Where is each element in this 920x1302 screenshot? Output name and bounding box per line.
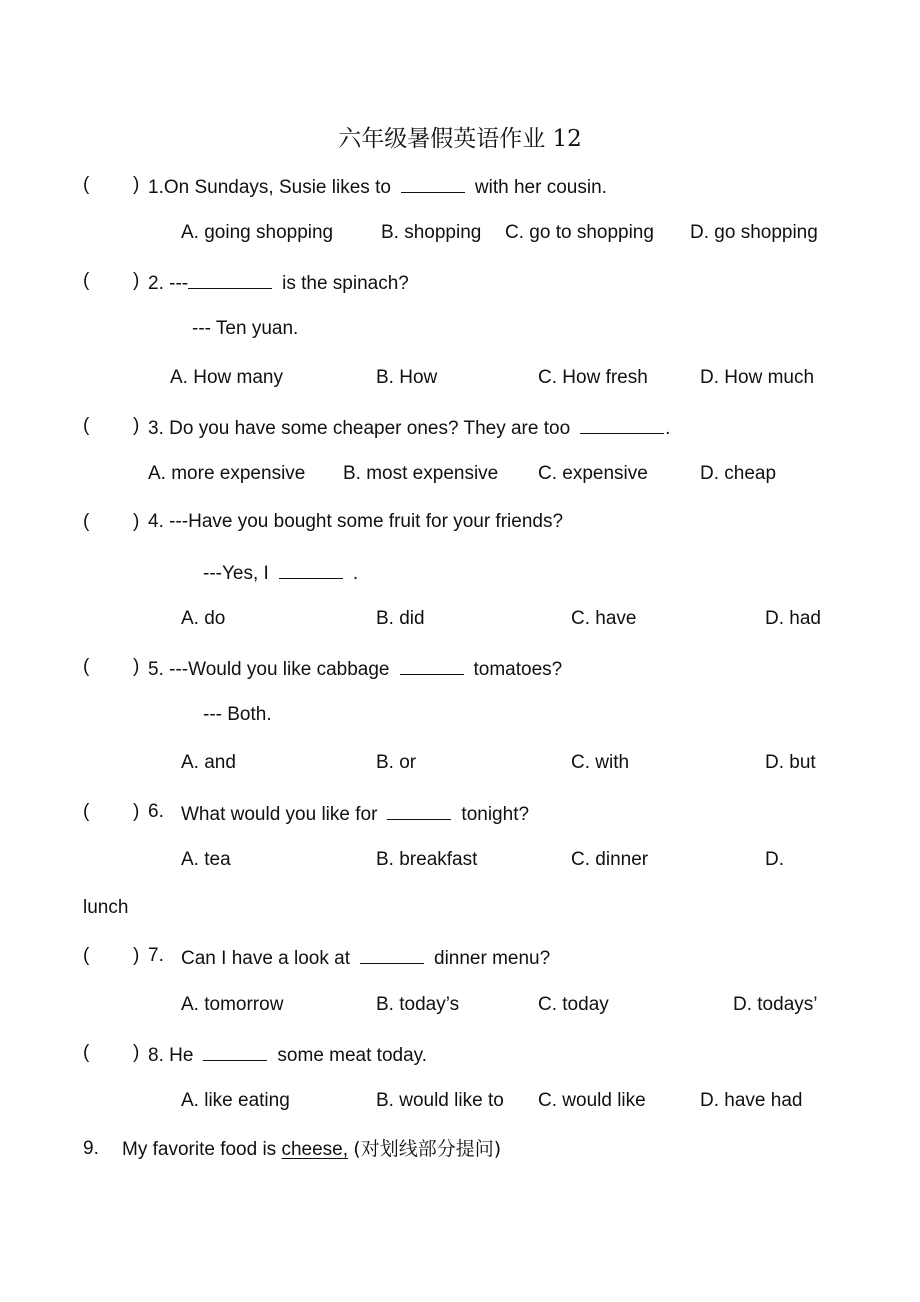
question-7 (83, 943, 843, 969)
question-6-number: 6. (148, 801, 164, 822)
q4-answer-start: ---Yes, I (203, 563, 269, 584)
q6-option-d-wrap: lunch (83, 897, 129, 918)
q4-answer-end: . (352, 563, 359, 584)
question-6-stem: What would you like for (181, 804, 378, 825)
answer-blank (387, 799, 451, 820)
question-2 (83, 268, 843, 294)
answer-blank (188, 268, 272, 289)
q2-option-a: A. How many (170, 367, 283, 388)
answer-paren-close: ) (133, 945, 140, 966)
answer-blank (401, 172, 465, 193)
q5-option-d: D. but (765, 752, 816, 773)
q4-option-b: B. did (376, 608, 425, 629)
q1-option-c: C. go to shopping (505, 222, 654, 243)
answer-paren-open: ( (83, 801, 90, 822)
answer-paren-close: ) (133, 174, 140, 195)
worksheet-title: 六年级暑假英语作业 12 (338, 126, 582, 152)
question-1-stem-end: with her cousin. (474, 177, 607, 198)
q8-option-b: B. would like to (376, 1090, 504, 1111)
question-8-stem: 8. He (148, 1045, 194, 1066)
q5-option-b: B. or (376, 752, 417, 773)
q2-option-c: C. How fresh (538, 367, 648, 388)
q7-option-b: B. today’s (376, 994, 460, 1015)
question-5-stem-end: tomatoes? (473, 659, 563, 680)
answer-paren-open: ( (83, 270, 90, 291)
question-9-instruction: (对划线部分提问) (353, 1138, 502, 1160)
question-9 (83, 1136, 843, 1162)
question-6-stem-end: tonight? (461, 804, 530, 825)
question-7-stem: Can I have a look at (181, 948, 350, 969)
q7-option-d: D. todays’ (733, 994, 818, 1015)
answer-blank (400, 654, 464, 675)
q1-option-d: D. go shopping (690, 222, 818, 243)
q8-option-c: C. would like (538, 1090, 646, 1111)
q4-option-d: D. had (765, 608, 821, 629)
q6-option-b: B. breakfast (376, 849, 478, 870)
question-5 (83, 654, 843, 680)
answer-blank (279, 558, 343, 579)
answer-paren-open: ( (83, 174, 90, 195)
question-3-stem-end: . (665, 418, 671, 439)
question-2-stem-end: is the spinach? (282, 273, 409, 294)
q6-option-c: C. dinner (571, 849, 649, 870)
question-7-stem-end: dinner menu? (434, 948, 551, 969)
q3-option-d: D. cheap (700, 463, 777, 484)
answer-paren-open: ( (83, 1042, 90, 1063)
answer-paren-open: ( (83, 511, 90, 532)
q7-option-a: A. tomorrow (181, 994, 284, 1015)
q2-option-d: D. How much (700, 367, 815, 388)
q4-option-c: C. have (571, 608, 637, 629)
question-3 (83, 413, 843, 439)
question-3-stem: 3. Do you have some cheaper ones? They are too (148, 418, 571, 439)
q5-answer-line: --- Both. (203, 704, 272, 725)
q2-answer-line: --- Ten yuan. (192, 318, 299, 339)
q1-option-b: B. shopping (381, 222, 482, 243)
answer-paren-open: ( (83, 656, 90, 677)
answer-paren-close: ) (133, 511, 140, 532)
answer-blank (203, 1040, 267, 1061)
question-6 (83, 799, 843, 825)
q8-option-d: D. have had (700, 1090, 803, 1111)
question-8-stem-end: some meat today. (277, 1045, 428, 1066)
question-9-underlined-word: cheese, (281, 1139, 348, 1160)
answer-paren-close: ) (133, 656, 140, 677)
q3-option-b: B. most expensive (343, 463, 499, 484)
q3-option-c: C. expensive (538, 463, 648, 484)
q7-option-c: C. today (538, 994, 609, 1015)
answer-paren-open: ( (83, 945, 90, 966)
question-9-number: 9. (83, 1138, 99, 1159)
q6-option-a: A. tea (181, 849, 231, 870)
q8-option-a: A. like eating (181, 1090, 290, 1111)
answer-paren-close: ) (133, 801, 140, 822)
answer-paren-open: ( (83, 415, 90, 436)
q5-option-a: A. and (181, 752, 236, 773)
question-8 (83, 1040, 843, 1066)
question-1-stem: 1.On Sundays, Susie likes to (148, 177, 391, 198)
answer-paren-close: ) (133, 1042, 140, 1063)
q4-answer-line (203, 558, 358, 584)
question-2-stem: 2. --- (148, 273, 189, 294)
question-4-stem: 4. ---Have you bought some fruit for your friends? (148, 511, 564, 532)
q1-option-a: A. going shopping (181, 222, 334, 243)
q5-option-c: C. with (571, 752, 630, 773)
question-1 (83, 172, 843, 198)
answer-paren-close: ) (133, 415, 140, 436)
question-4 (83, 509, 843, 535)
q6-option-d: D. (765, 849, 784, 870)
answer-blank (580, 413, 664, 434)
q4-option-a: A. do (181, 608, 226, 629)
question-5-stem: 5. ---Would you like cabbage (148, 659, 390, 680)
question-7-number: 7. (148, 945, 164, 966)
question-9-stem: My favorite food is (122, 1139, 277, 1160)
answer-paren-close: ) (133, 270, 140, 291)
q3-option-a: A. more expensive (148, 463, 306, 484)
answer-blank (360, 943, 424, 964)
q2-option-b: B. How (376, 367, 438, 388)
